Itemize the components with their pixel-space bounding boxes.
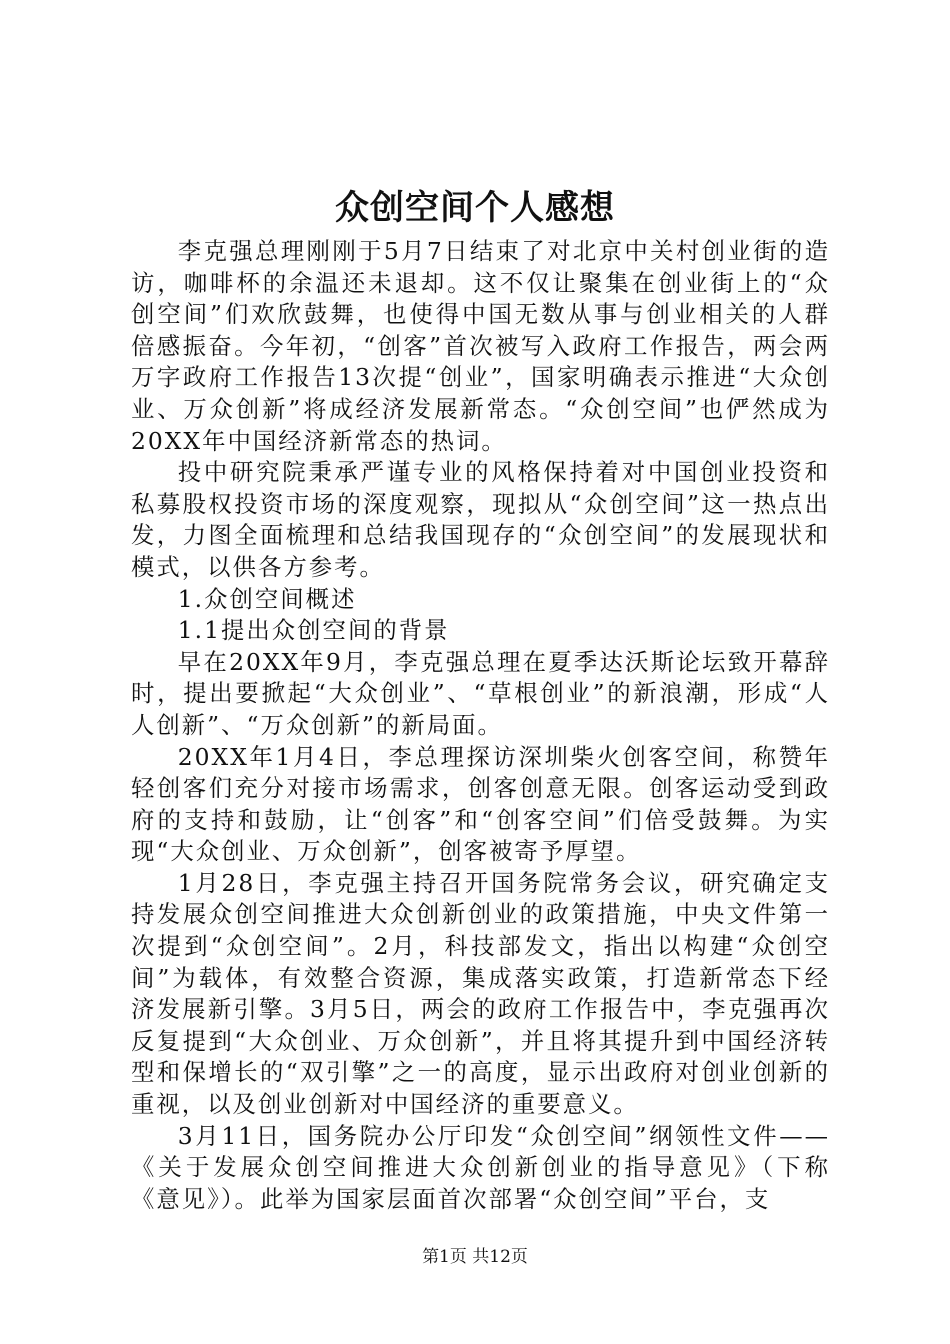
paragraph: 投中研究院秉承严谨专业的风格保持着对中国创业投资和私募股权投资市场的深度观察，现拟从“众创空间”这一热点出发，力图全面梳理和总结我国现存的“众创空间”的发展现状和模式，以供各方参考。 (131, 458, 830, 581)
paragraph: 3月11日，国务院办公厅印发“众创空间”纲领性文件——《关于发展众创空间推进大众创新创业的指导意见》（下称《意见》）。此举为国家层面首次部署“众创空间”平台，支 (131, 1121, 830, 1213)
document-body (131, 236, 830, 1215)
page-footer: 第1页 共12页 (422, 1247, 528, 1267)
section-heading: 1.众创空间概述 (177, 584, 357, 613)
paragraph: 1月28日，李克强主持召开国务院常务会议，研究确定支持发展众创空间推进大众创新创业的政策措施，中央文件第一次提到“众创空间”。2月，科技部发文，指出以构建“众创空间”为载体，有效整合资源，集成落实政策，打造新常态下经济发展新引擎。3月5日，两会的政府工作报告中，李克强再次反复提到“大众创业、万众创新”，并且将其提升到中国经济转型和保增长的“双引擎”之一的高度，显示出政府对创业创新的重视，以及创业创新对中国经济的重要意义。 (131, 868, 830, 1119)
subsection-heading: 1.1提出众创空间的背景 (177, 616, 450, 645)
document-title: 众创空间个人感想 (335, 188, 615, 228)
paragraph: 20XX年1月4日，李总理探访深圳柴火创客空间，称赞年轻创客们充分对接市场需求，创客创意无限。创客运动受到政府的支持和鼓励，让“创客”和“创客空间”们倍受鼓舞。为实现“大众创业、万众创新”，创客被寄予厚望。 (131, 742, 830, 866)
paragraph: 李克强总理刚刚于5月7日结束了对北京中关村创业街的造访，咖啡杯的余温还未退却。这不仅让聚集在创业街上的“众创空间”们欢欣鼓舞，也使得中国无数从事与创业相关的人群倍感振奋。今年初，“创客”首次被写入政府工作报告，两会两万字政府工作报告13次提“创业”，国家明确表示推进“大众创业、万众创新”将成经济发展新常态。“众创空间”也俨然成为20XX年中国经济新常态的热词。 (131, 237, 830, 455)
paragraph: 早在20XX年9月，李克强总理在夏季达沃斯论坛致开幕辞时，提出要掀起“大众创业”、“草根创业”的新浪潮，形成“人人创新”、“万众创新”的新局面。 (131, 647, 830, 739)
